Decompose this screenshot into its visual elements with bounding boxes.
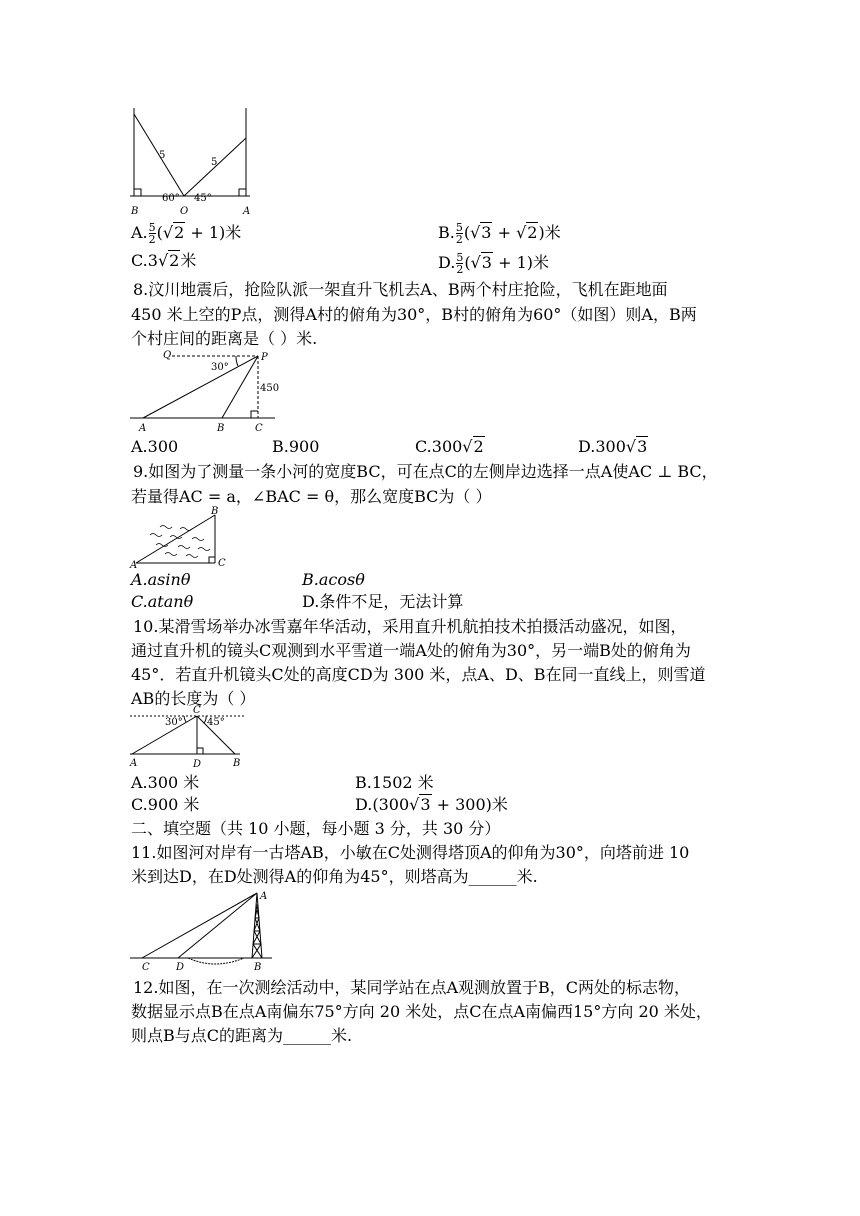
q9-point-A: A — [130, 560, 138, 571]
q12-text-line1: 12.如图，在一次测绘活动中，某同学站在点A观测放置于B，C两处的标志物， — [133, 978, 691, 997]
q10-option-d: D.(300√3 + 300)米 — [355, 795, 508, 814]
q7-label-5a: 5 — [159, 150, 166, 161]
q11-text-line2: 米到达D，在D处测得A的仰角为45°，则塔高为______米. — [131, 867, 538, 886]
q12-text-line2: 数据显示点B在点A南偏东75°方向 20 米处，点C在点A南偏西15°方向 20 米处， — [131, 1002, 712, 1021]
q12-text-line3: 则点B与点C的距离为______米. — [131, 1026, 353, 1045]
q9-option-a: A.asinθ — [131, 570, 191, 589]
q10-text-line2: 通过直升机的镜头C观测到水平雪道一端A处的俯角为30°，另一端B处的俯角为 — [131, 641, 691, 660]
q9-point-B: B — [211, 506, 219, 517]
q8-angle-30: 30° — [211, 362, 229, 373]
q8-text-line1: 8.汶川地震后，抢险队派一架直升飞机去A、B两个村庄抢险，飞机在距地面 — [133, 280, 668, 299]
q7-label-5b: 5 — [211, 157, 218, 168]
q9-option-d: D.条件不足，无法计算 — [302, 592, 464, 611]
q8-text-line3: 个村庄间的距离是（ ）米. — [131, 329, 318, 348]
q11-point-D: D — [176, 962, 185, 973]
q10-point-C: C — [193, 705, 201, 716]
q7-point-B: B — [131, 206, 139, 217]
q10-angle-30: 30° — [165, 717, 183, 728]
q11-point-B: B — [254, 962, 262, 973]
q8-option-a: A.300 — [131, 437, 179, 456]
q7-option-d: D. $\frac{5}{2}$ (√3 + 1)米 — [438, 251, 549, 276]
q10-option-a: A.300 米 — [131, 773, 200, 792]
q9-option-b: B.acosθ — [302, 570, 365, 589]
q10-option-c: C.900 米 — [131, 795, 200, 814]
q10-text-line3: 45°．若直升机镜头C处的高度CD为 300 米，点A、D、B在同一直线上，则雪道 — [131, 665, 706, 684]
q8-option-d: D.300√3 — [578, 437, 648, 456]
q9-text-line1: 9.如图为了测量一条小河的宽度BC，可在点C的左侧岸边选择一点A使AC ⊥ BC， — [133, 462, 718, 481]
q9-text-line2: 若量得AC = a，∠BAC = θ，那么宽度BC为（ ） — [131, 487, 492, 506]
q7-angle-60: 60° — [162, 193, 180, 204]
q10-text-line1: 10.某滑雪场举办冰雪嘉年华活动，采用直升机航拍技术拍摄活动盛况，如图， — [133, 617, 687, 636]
q8-point-P: P — [261, 352, 268, 363]
q8-height-450: 450 — [260, 383, 280, 394]
q10-angle-45: 45° — [207, 717, 225, 728]
q9-option-c: C.atanθ — [131, 592, 194, 611]
q10-text-line4: AB的长度为（ ） — [131, 689, 256, 708]
section-heading-fill-in: 二、填空题（共 10 小题，每小题 3 分，共 30 分） — [131, 819, 501, 838]
q11-point-C: C — [142, 962, 150, 973]
q10-option-b: B.1502 米 — [355, 773, 434, 792]
q8-point-A: A — [139, 423, 147, 434]
q8-point-Q: Q — [163, 350, 172, 361]
q8-option-c: C.300√2 — [415, 437, 484, 456]
q7-angle-45: 45° — [194, 193, 212, 204]
q10-point-B: B — [233, 758, 241, 769]
q10-point-D: D — [193, 759, 202, 770]
q8-point-B: B — [217, 423, 225, 434]
q11-text-line1: 11.如图河对岸有一古塔AB，小敏在C处测得塔顶A的仰角为30°，向塔前进 10 — [131, 843, 690, 862]
q8-point-C: C — [255, 423, 263, 434]
q7-option-c: C.3√2米 — [131, 251, 197, 270]
q8-text-line2: 450 米上空的P点，测得A村的俯角为30°，B村的俯角为60°（如图）则A，B两 — [131, 305, 697, 324]
q7-option-a: A. $\frac{5}{2}$ (√2 + 1)米 — [131, 221, 242, 246]
q11-point-A: A — [260, 891, 268, 902]
q7-point-A: A — [243, 206, 251, 217]
q9-point-C: C — [218, 558, 226, 569]
q10-point-A: A — [130, 758, 138, 769]
q7-option-b: B. $\frac{5}{2}$ (√3 + √2)米 — [438, 221, 561, 246]
q8-option-b: B.900 — [272, 437, 320, 456]
q7-point-O: O — [180, 206, 189, 217]
